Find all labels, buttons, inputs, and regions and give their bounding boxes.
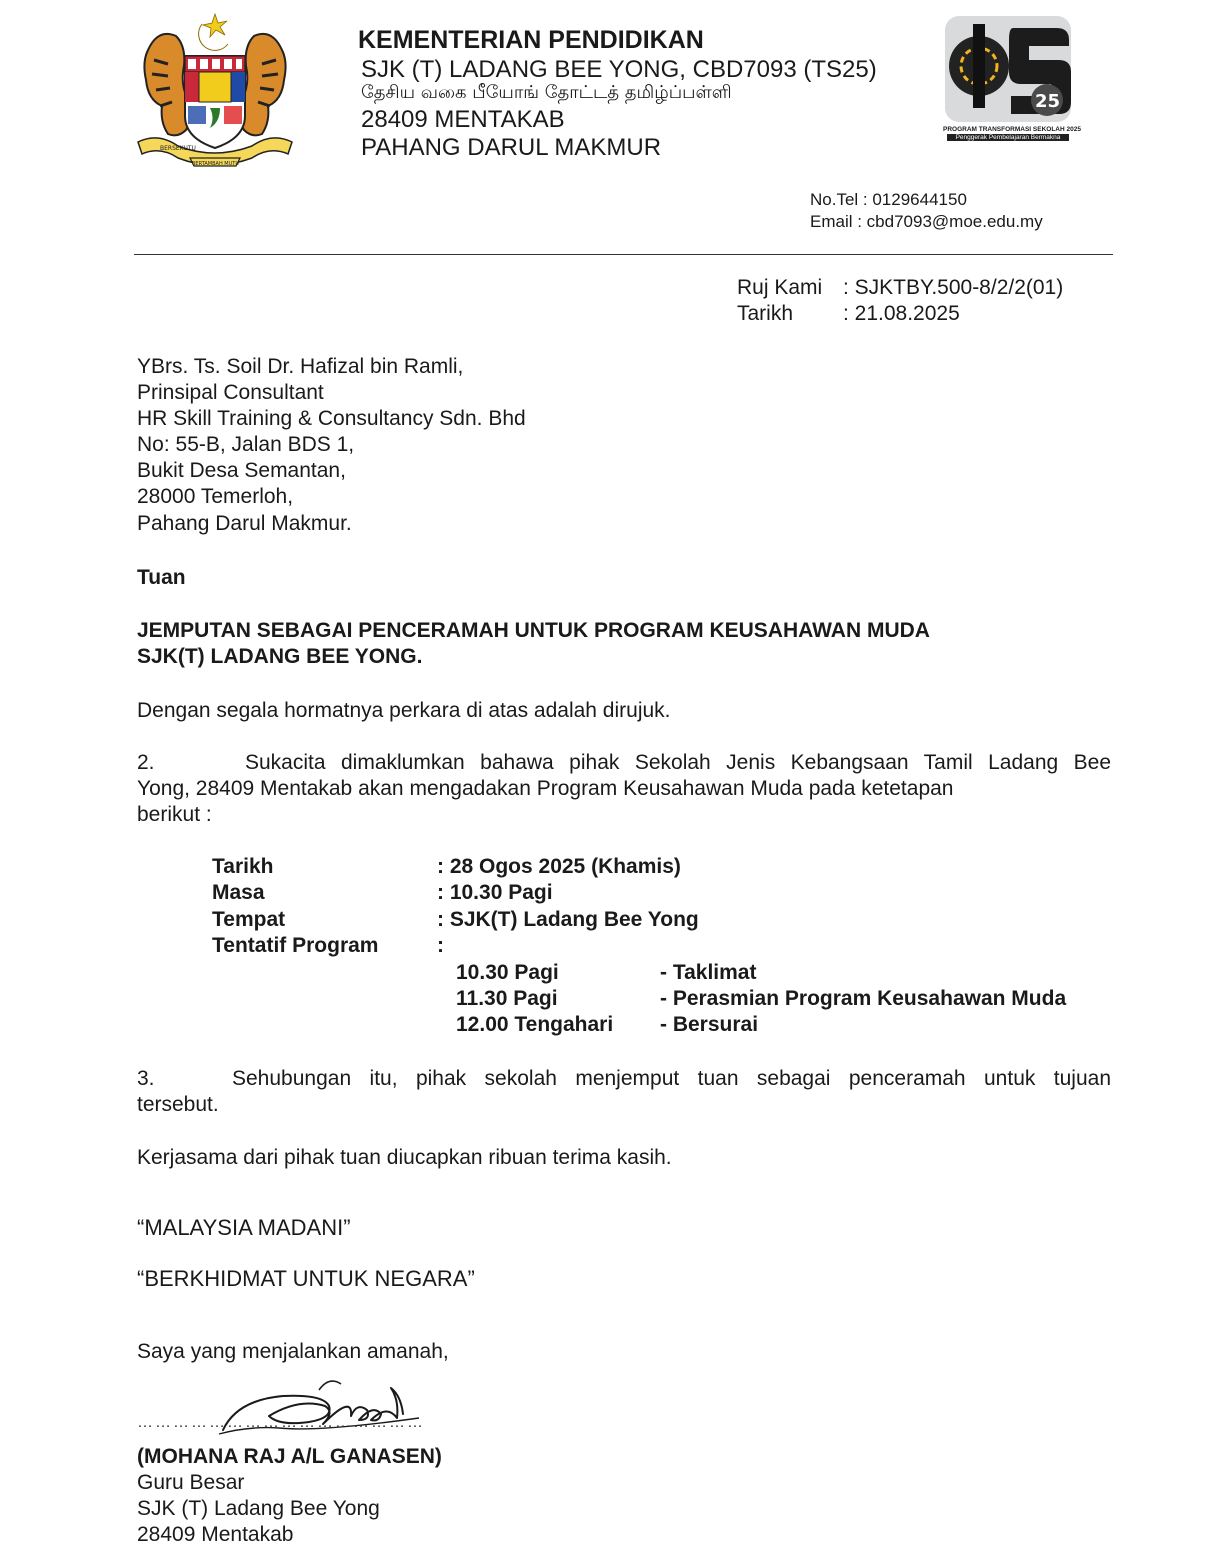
schedule-time: 12.00 Tengahari <box>456 1013 614 1036</box>
ministry-name: KEMENTERIAN PENDIDIKAN <box>358 26 704 54</box>
detail-label: Masa <box>212 881 265 904</box>
detail-value: : 28 Ogos 2025 (Khamis) <box>437 855 681 878</box>
paragraph-number: 2. <box>137 751 155 774</box>
schedule-activity: - Perasmian Program Keusahawan Muda <box>660 987 1067 1010</box>
ts25-caption: PROGRAM TRANSFORMASI SEKOLAH 2025 <box>943 126 1081 133</box>
paragraph-line: tersebut. <box>137 1093 219 1116</box>
recipient-line: Prinsipal Consultant <box>137 381 324 404</box>
recipient-line: Bukit Desa Semantan, <box>137 459 346 482</box>
signer-name: (MOHANA RAJ A/L GANASEN) <box>137 1445 442 1468</box>
paragraph-line: Yong, 28409 Mentakab akan mengadakan Program Keusahawan Muda pada ketetapan <box>137 777 954 800</box>
sign-off: Saya yang menjalankan amanah, <box>137 1340 449 1363</box>
closing-sentence: Kerjasama dari pihak tuan diucapkan ribuan terima kasih. <box>137 1146 672 1169</box>
signer-city: 28409 Mentakab <box>137 1523 294 1546</box>
ts25-logo <box>943 14 1081 152</box>
schedule-time: 11.30 Pagi <box>456 987 558 1010</box>
detail-value: : SJK(T) Ladang Bee Yong <box>437 908 699 931</box>
schedule-time: 10.30 Pagi <box>456 961 559 984</box>
detail-label: Tentatif Program <box>212 934 379 957</box>
subject-line: SJK(T) LADANG BEE YONG. <box>137 645 423 668</box>
slogan: “MALAYSIA MADANI” <box>137 1215 351 1240</box>
opening-sentence: Dengan segala hormatnya perkara di atas adalah dirujuk. <box>137 699 671 722</box>
school-email: Email : cbd7093@moe.edu.my <box>810 212 1043 231</box>
paragraph-line: Sukacita dimaklumkan bahawa pihak Sekolah Jenis Kebangsaan Tamil Ladang Bee <box>245 751 1111 774</box>
recipient-line: No: 55-B, Jalan BDS 1, <box>137 433 355 456</box>
subject-line: JEMPUTAN SEBAGAI PENCERAMAH UNTUK PROGRAM KEUSAHAWAN MUDA <box>137 619 930 642</box>
schedule-activity: - Taklimat <box>660 961 757 984</box>
schedule-activity: - Bersurai <box>660 1013 759 1036</box>
handwritten-signature <box>215 1372 455 1444</box>
school-postcode-city: 28409 MENTAKAB <box>361 106 565 133</box>
signer-school: SJK (T) Ladang Bee Yong <box>137 1497 380 1520</box>
school-telephone: No.Tel : 0129644150 <box>810 190 967 209</box>
recipient-line: 28000 Temerloh, <box>137 485 294 508</box>
svg-text:BERTAMBAH MUTU: BERTAMBAH MUTU <box>192 161 239 167</box>
svg-text:25: 25 <box>1035 91 1061 112</box>
recipient-line: Pahang Darul Makmur. <box>137 512 352 535</box>
ts25-logo-icon <box>943 14 1073 124</box>
detail-label: Tempat <box>212 908 286 931</box>
signature-line: ………………………………………… <box>137 1414 425 1431</box>
coat-of-arms-icon <box>130 10 300 170</box>
paragraph-number: 3. <box>137 1067 155 1090</box>
recipient-line: HR Skill Training & Consultancy Sdn. Bhd <box>137 407 526 430</box>
svg-text:BERSEKUTU: BERSEKUTU <box>160 145 196 152</box>
school-name-tamil: தேசிய வகை பீயோங் தோட்டத் தமிழ்ப்பள்ளி <box>361 82 732 103</box>
paragraph-line: Sehubungan itu, pihak sekolah menjemput tuan sebagai penceramah untuk tujuan <box>232 1067 1111 1090</box>
slogan: “BERKHIDMAT UNTUK NEGARA” <box>137 1266 475 1291</box>
date-label: Tarikh <box>737 302 794 325</box>
paragraph-line: berikut : <box>137 803 212 826</box>
school-name: SJK (T) LADANG BEE YONG, CBD7093 (TS25) <box>361 56 877 83</box>
signer-title: Guru Besar <box>137 1471 245 1494</box>
detail-value: : 10.30 Pagi <box>437 881 553 904</box>
school-state: PAHANG DARUL MAKMUR <box>361 134 662 161</box>
letter-date: : 21.08.2025 <box>843 302 960 325</box>
salutation: Tuan <box>137 566 186 589</box>
detail-label: Tarikh <box>212 855 274 878</box>
recipient-line: YBrs. Ts. Soil Dr. Hafizal bin Ramli, <box>137 355 464 378</box>
detail-value: : <box>437 934 444 957</box>
reference-number: : SJKTBY.500-8/2/2(01) <box>843 276 1064 299</box>
reference-label: Ruj Kami <box>737 276 823 299</box>
header-divider <box>134 254 1113 255</box>
ts25-tagline: Penggerak Pembelajaran Bermakna <box>947 134 1069 141</box>
